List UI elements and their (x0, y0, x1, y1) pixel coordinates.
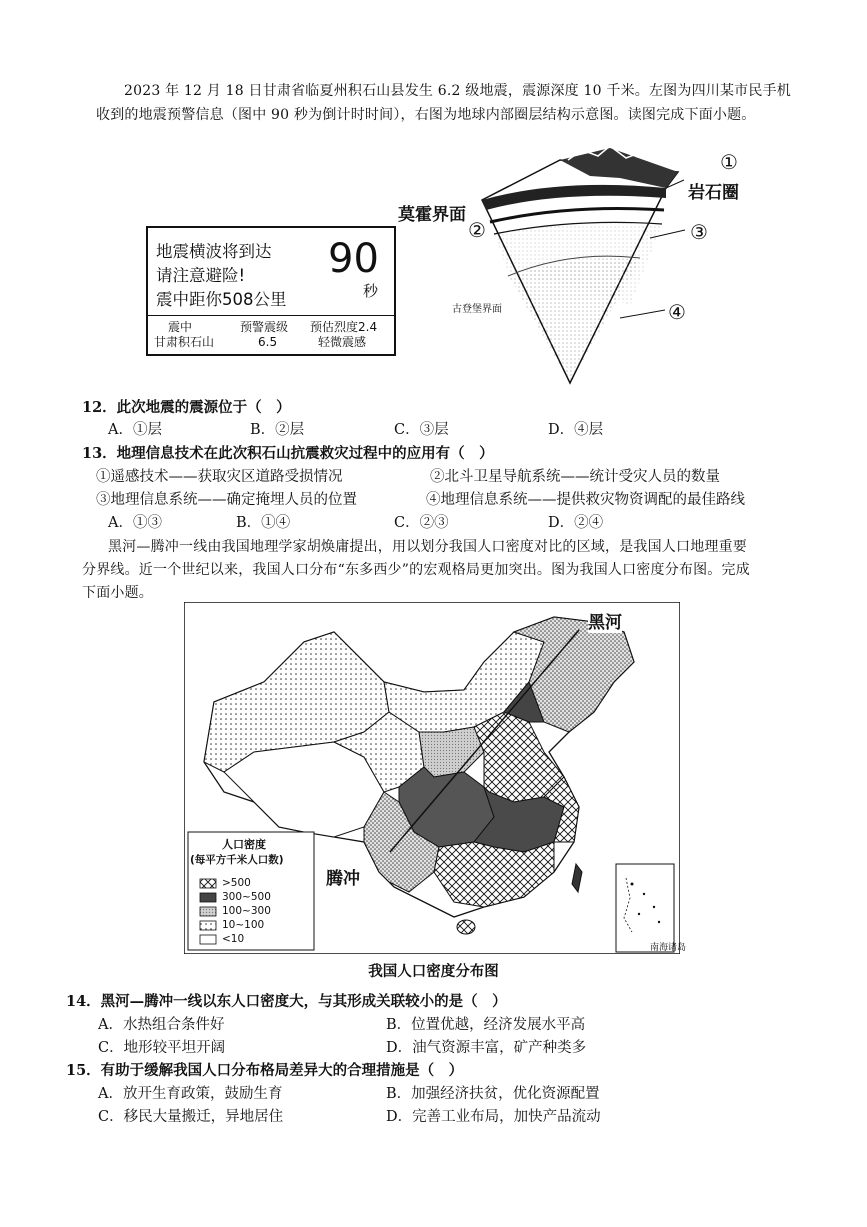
intro2-line-2: 分界线。近一个世纪以来，我国人口分布“东多西少”的宏观格局更加突出。图为我国人口密度分布图。完成 (82, 562, 750, 578)
legend-title: 人口密度 (222, 838, 266, 851)
earthquake-alert-box (146, 226, 396, 356)
q12-option-b[interactable]: B．②层 (250, 422, 305, 438)
legend-swatch-gt500 (200, 879, 216, 888)
heihe-label: 黑河 (588, 608, 622, 633)
tengchong-label: 腾冲 (326, 869, 360, 889)
alert-countdown-unit: 秒 (363, 282, 379, 300)
q15-option-b[interactable]: B．加强经济扶贫，优化资源配置 (386, 1086, 600, 1102)
earth-marker-2: ② (468, 218, 486, 242)
q12-stem: 12．此次地震的震源位于（ ） (82, 399, 291, 416)
q13-option-c[interactable]: C．②③ (394, 515, 449, 531)
q15-option-c[interactable]: C．移民大量搬迁，异地居住 (98, 1109, 284, 1125)
legend-label-100-300: 100~300 (222, 905, 271, 917)
map-caption: 我国人口密度分布图 (368, 964, 499, 980)
q15-option-a[interactable]: A．放开生育政策，鼓励生育 (98, 1086, 283, 1102)
alert-divider (148, 315, 394, 316)
legend-label-lt10: <10 (222, 933, 245, 945)
q14-option-d[interactable]: D．油气资源丰富，矿产种类多 (386, 1040, 587, 1056)
alert-epicenter-value: 甘肃积石山 (154, 335, 215, 349)
alert-magnitude-title: 预警震级 (240, 320, 289, 334)
alert-intensity-value: 轻微震感 (318, 335, 367, 349)
q13-stem: 13．地理信息技术在此次积石山抗震救灾过程中的应用有（ ） (82, 445, 494, 462)
alert-countdown: 90 (328, 236, 379, 282)
core-area (510, 259, 640, 383)
q12-option-a[interactable]: A．①层 (108, 422, 162, 438)
q14-option-c[interactable]: C．地形较平坦开阔 (98, 1040, 226, 1056)
south-sea-label: 南海诸岛 (650, 943, 687, 953)
legend-swatch-300-500 (200, 893, 216, 902)
alert-line-3: 震中距你508公里 (156, 290, 287, 309)
legend-swatch-lt10 (200, 935, 216, 944)
legend-swatch-100-300 (200, 907, 216, 916)
earth-marker-4: ④ (668, 300, 686, 324)
q12-option-d[interactable]: D．④层 (548, 422, 604, 438)
q15-stem: 15．有助于缓解我国人口分布格局差异大的合理措施是（ ） (66, 1062, 464, 1079)
q14-option-a[interactable]: A．水热组合条件好 (98, 1017, 225, 1033)
alert-epicenter-title: 震中 (168, 320, 193, 334)
gutenberg-label: 古登堡界面 (452, 304, 502, 315)
q13-statement-1: ①遥感技术——获取灾区道路受损情况 (96, 469, 343, 485)
moho-label: 莫霍界面 (398, 205, 466, 225)
south-sea-inset (616, 864, 674, 952)
q14-stem: 14．黑河—腾冲一线以东人口密度大，与其形成关联较小的是（ ） (66, 993, 507, 1010)
earth-marker-1: ① (720, 150, 738, 174)
alert-intensity-title: 预估烈度2.4 (310, 320, 378, 334)
q13-statement-2: ②北斗卫星导航系统——统计受灾人员的数量 (430, 469, 720, 485)
alert-line-1: 地震横波将到达 (156, 242, 272, 261)
legend-label-10-100: 10~100 (222, 919, 265, 931)
alert-magnitude-value: 6.5 (258, 335, 278, 349)
q13-option-d[interactable]: D．②④ (548, 515, 604, 531)
legend-subtitle: (每平方千米人口数) (190, 854, 284, 866)
q14-option-b[interactable]: B．位置优越，经济发展水平高 (386, 1017, 586, 1033)
q12-option-c[interactable]: C．③层 (394, 422, 449, 438)
q13-option-a[interactable]: A．①③ (108, 515, 162, 531)
intro2-line-1: 黑河—腾冲一线由我国地理学家胡焕庸提出，用以划分我国人口密度对比的区域，是我国人口地理重要 (108, 539, 747, 555)
region-hainan (457, 920, 475, 934)
earth-marker-3: ③ (690, 220, 708, 244)
legend-label-300-500: 300~500 (222, 891, 271, 903)
alert-line-2: 请注意避险! (156, 266, 246, 285)
earth-structure-diagram (470, 138, 730, 388)
pointer-4 (620, 310, 665, 318)
q13-option-b[interactable]: B．①④ (236, 515, 291, 531)
q15-option-d[interactable]: D．完善工业布局，加快产品流动 (386, 1109, 601, 1125)
intro-line-2: 收到的地震预警信息（图中 90 秒为倒计时时间），右图为地球内部圈层结构示意图。读图完成下面小题。 (96, 107, 756, 123)
legend-label-gt500: >500 (222, 877, 251, 889)
q13-statement-3: ③地理信息系统——确定掩埋人员的位置 (96, 492, 357, 508)
intro2-line-3: 下面小题。 (82, 585, 153, 601)
legend-swatch-10-100 (200, 921, 216, 930)
intro-line-1: 2023 年 12 月 18 日甘肃省临夏州积石山县发生 6.2 级地震，震源深度 10 千米。左图为四川某市民手机 (124, 83, 791, 99)
lithosphere-label: 岩石圈 (688, 183, 739, 203)
q13-statement-4: ④地理信息系统——提供救灾物资调配的最佳路线 (426, 492, 745, 508)
